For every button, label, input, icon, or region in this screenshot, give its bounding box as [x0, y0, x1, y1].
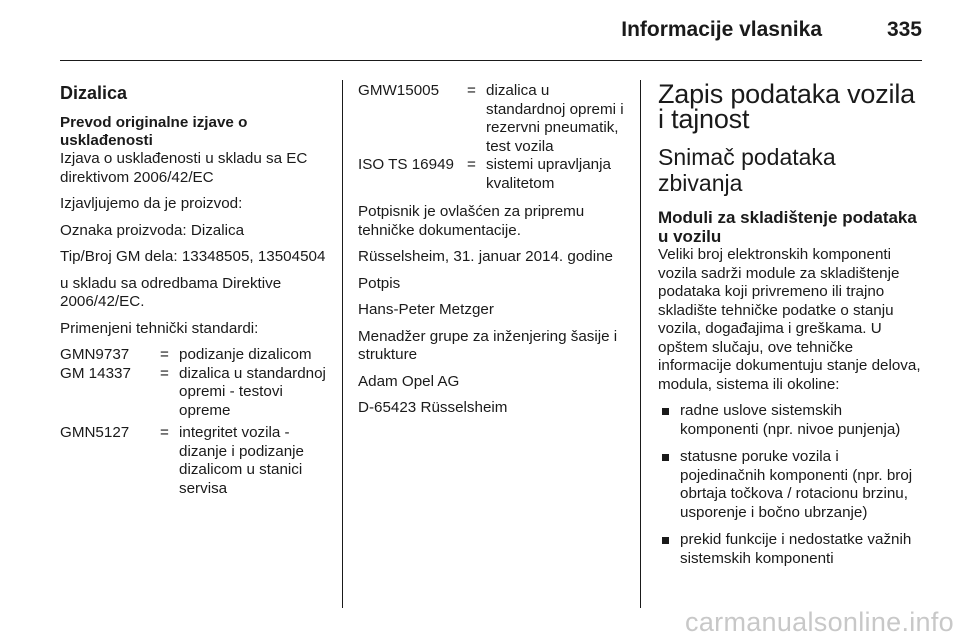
page-number: 335	[886, 18, 922, 41]
list-item-text: prekid funkcije i nedostatke važnih sistemskih komponenti	[680, 531, 912, 567]
standard-row	[358, 156, 628, 193]
list-item-text: statusne poruke vozila i pojedinačnih komponenti (npr. broj obrtaja točkova / rotacionu brzinu, usporenje i bočno ubrzanje)	[680, 448, 913, 521]
header-divider	[60, 60, 922, 61]
paragraph: Tip/Broj GM dela: 13348505, 13504504	[60, 248, 326, 265]
paragraph: Oznaka proizvoda: Dizalica	[60, 221, 245, 239]
paragraph: D-65423 Rüsselsheim	[358, 399, 508, 416]
column-middle	[358, 82, 628, 426]
paragraph: Izjavljujemo da je proizvod:	[60, 195, 243, 212]
square-bullet-icon	[662, 537, 669, 544]
standard-description: integritet vozila - dizanje i podizanje dizalicom u stanici servisa	[179, 424, 304, 497]
subheading: Moduli za skladištenje podataka u vozilu	[658, 208, 917, 246]
paragraph: Potpis	[358, 274, 401, 292]
standard-description: podizanje dizalicom	[179, 346, 312, 363]
standard-row	[358, 82, 628, 156]
standard-row	[60, 346, 328, 365]
standard-code: GMN5127	[60, 424, 130, 441]
paragraph: Potpisnik je ovlašćen za pripremu tehničke dokumentacije.	[358, 203, 585, 239]
standard-description: sistemi upravljanja kvalitetom	[486, 156, 611, 192]
square-bullet-icon	[662, 408, 669, 415]
column-divider-1	[342, 80, 343, 608]
standard-equals: =	[160, 364, 169, 382]
paragraph: Primenjeni tehnički standardi:	[60, 319, 259, 337]
column-right	[658, 79, 924, 577]
standard-equals: =	[160, 346, 169, 363]
paragraph: Veliki broj elektronskih komponenti vozila sadrži module za skladištenje podataka koji privremeno ili trajno skladište tehničke podatke o stanju vozila, događajima i greškama. U opštem slučaju, ove tehničke informacije dokumentuju stanje delova, modula, sistema ili okoline:	[658, 246, 921, 393]
list-item-text: radne uslove sistemskih komponenti (npr. nivoe punjenja)	[680, 402, 901, 438]
standard-code: ISO TS 16949	[358, 156, 454, 173]
standard-equals: =	[467, 156, 476, 173]
watermark: carmanualsonline.info	[685, 607, 954, 637]
chapter-title: Zapis podataka vozila i tajnost	[658, 79, 915, 134]
section-title: Dizalica	[60, 83, 128, 103]
bullet-list	[658, 402, 924, 568]
standard-description: dizalica u standardnoj opremi i rezervni pneumatik, test vozila	[486, 82, 624, 155]
square-bullet-icon	[662, 454, 669, 461]
standard-row	[60, 365, 328, 421]
paragraph: Hans-Peter Metzger	[358, 301, 494, 318]
standard-equals: =	[467, 82, 476, 99]
list-item	[658, 402, 924, 439]
standard-equals: =	[160, 424, 169, 441]
column-divider-2	[640, 80, 641, 608]
paragraph: Rüsselsheim, 31. januar 2014. godine	[358, 248, 613, 265]
standard-row	[60, 424, 328, 498]
list-item	[658, 448, 924, 522]
standard-code: GMN9737	[60, 346, 130, 363]
paragraph: Menadžer grupe za inženjering šasije i strukture	[358, 327, 618, 363]
paragraph: Izjava o usklađenosti u skladu sa EC direktivom 2006/42/EC	[60, 150, 308, 186]
paragraph: u skladu sa odredbama Direktive 2006/42/EC.	[60, 274, 282, 310]
standard-code: GMW15005	[358, 82, 440, 99]
section-title: Snimač podataka zbivanja	[658, 144, 836, 196]
header-title: Informacije vlasnika	[621, 18, 822, 41]
paragraph: Adam Opel AG	[358, 372, 460, 390]
standard-code: GM 14337	[60, 364, 131, 382]
list-item	[658, 531, 924, 568]
standard-description: dizalica u standardnoj opremi - testovi opreme	[179, 364, 326, 419]
subheading: Prevod originalne izjave o usklađenosti	[60, 114, 248, 149]
column-left	[60, 82, 328, 498]
